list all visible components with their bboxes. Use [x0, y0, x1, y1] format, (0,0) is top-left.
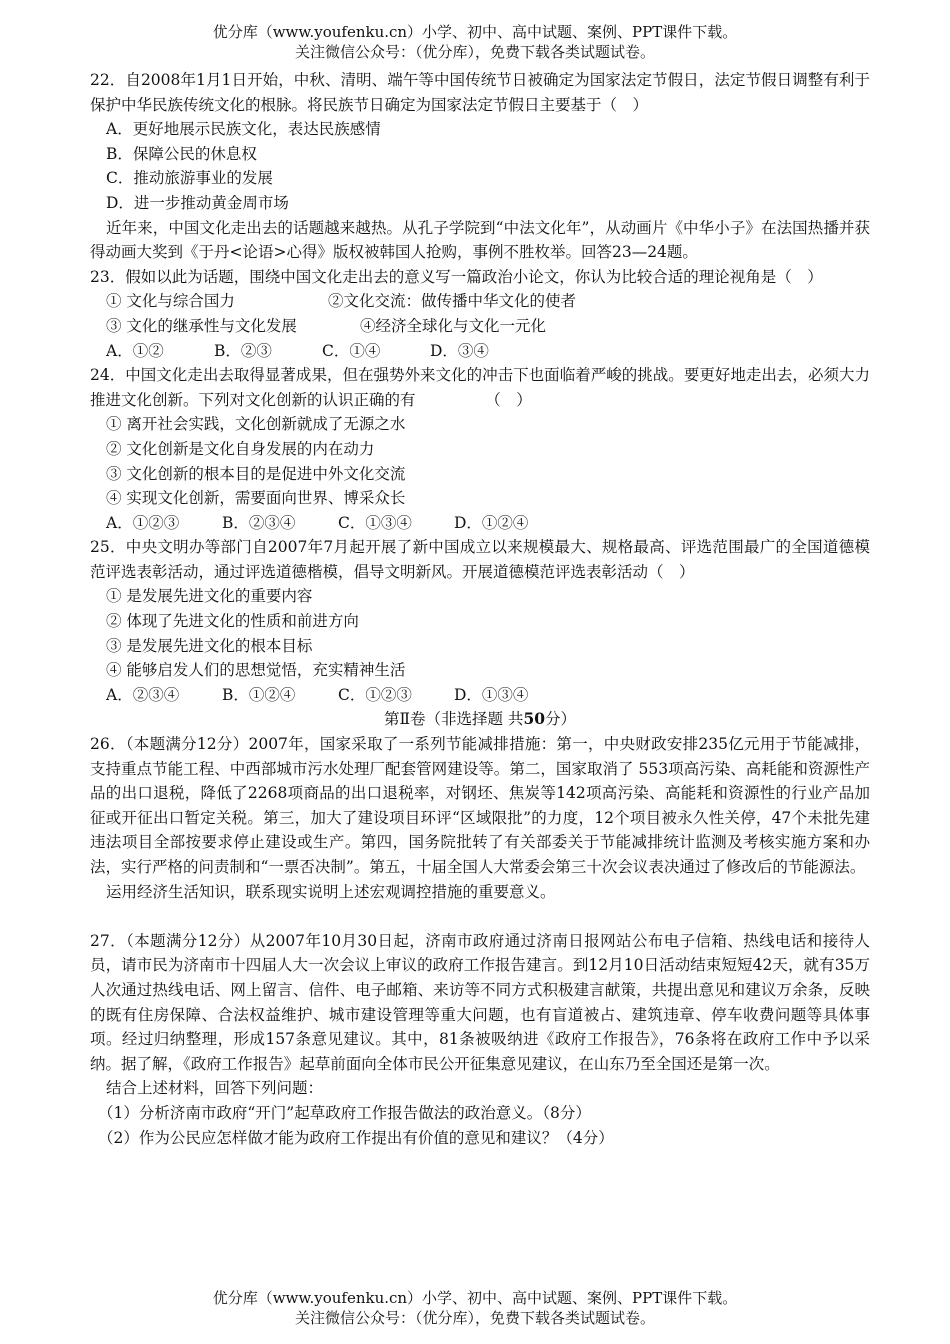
q23-answer-b: B．②③ — [214, 341, 272, 360]
q22-option-c: C．推动旅游事业的发展 — [106, 169, 273, 188]
answer-space — [90, 904, 870, 929]
q22-option-a: A．更好地展示民族文化，表达民族感情 — [106, 120, 381, 139]
q24-answers — [90, 511, 870, 536]
footer-line-1: 优分库（www.youfenku.cn）小学、初中、高中试题、案例、PPT课件下载。 — [212, 1289, 738, 1307]
section-2-title-post: 分） — [545, 710, 577, 729]
q26-stem: 26．（本题满分12分）2007年，国家采取了一系列节能减排措施：第一，中央财政安排235亿元用于节能减排，支持重点节能工程、中西部城市污水处理厂配套管网建设等。第二，国家取消了 553项高污染、高耗能和资源性产品的出口退税，降低了2268项商品的出口退税率，对钢坯、焦炭等142项高污染、高能耗和资源性的行业产品加征或开征出口暂定关税。第三，加大了建设项目环评“区域限批”的力度，12个项目被永久性关停，47个未批先建违法项目全部按要求停止建设或生产。第四，国务院批转了有关部委关于节能减排统计监测及考核实施方案和办法，实行严格的问责制和“一票否决制”。第五，十届全国人大常委会第三十次会议表决通过了修改后的节能源法。 — [90, 735, 870, 876]
q24-item-3: ③ 文化创新的根本目的是促进中外文化交流 — [106, 464, 406, 483]
q25-item-1: ① 是发展先进文化的重要内容 — [106, 587, 313, 606]
q23-answers — [90, 339, 870, 364]
header-line-1: 优分库（www.youfenku.cn）小学、初中、高中试题、案例、PPT课件下载。 — [212, 23, 738, 41]
q25-stem: 25．中央文明办等部门自2007年7月起开展了新中国成立以来规模最大、规格最高、评选范围最广的全国道德模范评选表彰活动，通过评选道德楷模，倡导文明新风。开展道德模范评选表彰活动（ ） — [90, 538, 870, 581]
q27-lead: 结合上述材料，回答下列问题： — [106, 1079, 324, 1098]
q25-answer-d: D．①③④ — [454, 685, 529, 704]
q24-answer-a: A．①②③ — [106, 513, 180, 532]
q23-items-row-2 — [90, 314, 870, 339]
q24-item-1: ① 离开社会实践，文化创新就成了无源之水 — [106, 415, 406, 434]
q23-item-4: ④经济全球化与文化一元化 — [360, 316, 547, 335]
page-footer — [0, 1288, 950, 1328]
q25-answer-c: C．①②③ — [338, 685, 412, 704]
q25-item-2: ② 体现了先进文化的性质和前进方向 — [106, 612, 359, 631]
exam-content — [90, 68, 870, 1150]
q24-item-2: ② 文化创新是文化自身发展的内在动力 — [106, 439, 375, 458]
q27-sub-1: （1）分析济南市政府“开门”起草政府工作报告做法的政治意义。（8分） — [98, 1103, 591, 1122]
q24-stem: 24．中国文化走出去取得显著成果，但在强势外来文化的冲击下也面临着严峻的挑战。要更好地走出去，必须大力推进文化创新。下列对文化创新的认识正确的有 （ ） — [90, 366, 870, 409]
q23-answer-d: D．③④ — [430, 341, 489, 360]
q25-answers — [90, 683, 870, 708]
q24-item-4: ④ 实现文化创新，需要面向世界、博采众长 — [106, 489, 406, 508]
intro-23-24: 近年来，中国文化走出去的话题越来越热。从孔子学院到“中法文化年”，从动画片《中华小子》在法国热播并获得动画大奖到《于丹<论语>心得》版权被韩国人抢购，事例不胜枚举。回答23—24题。 — [90, 218, 870, 262]
q22-option-b: B．保障公民的休息权 — [106, 144, 257, 163]
header-line-2: 关注微信公众号：（优分库），免费下载各类试题试卷。 — [294, 43, 655, 61]
q26-question: 运用经济生活知识，联系现实说明上述宏观调控措施的重要意义。 — [106, 882, 556, 901]
q23-item-2: ②文化交流：做传播中华文化的使者 — [328, 292, 577, 311]
q23-items-row-1 — [90, 289, 870, 314]
q23-answer-a: A．①② — [106, 341, 164, 360]
q25-answer-b: B．①②④ — [222, 685, 296, 704]
q25-item-3: ③ 是发展先进文化的根本目标 — [106, 636, 313, 655]
q24-answer-b: B．②③④ — [222, 513, 296, 532]
section-2-title — [90, 707, 870, 732]
footer-line-2: 关注微信公众号：（优分库），免费下载各类试题试卷。 — [294, 1309, 655, 1327]
page-header — [0, 22, 950, 62]
q27-sub-2: （2）作为公民应怎样做才能为政府工作提出有价值的意见和建议？（4分） — [98, 1128, 614, 1147]
q23-stem: 23．假如以此为话题，围绕中国文化走出去的意义写一篇政治小论文，你认为比较合适的理论视角是（ ） — [90, 267, 823, 286]
section-2-title-score: 50 — [523, 709, 546, 729]
q24-answer-d: D．①②④ — [454, 513, 529, 532]
q23-item-1: ① 文化与综合国力 — [106, 292, 235, 311]
q24-answer-c: C．①③④ — [338, 513, 412, 532]
q25-answer-a: A．②③④ — [106, 685, 180, 704]
q22-stem: 22．自2008年1月1日开始，中秋、清明、端午等中国传统节日被确定为国家法定节假日，法定节假日调整有利于保护中华民族传统文化的根脉。将民族节日确定为国家法定节假日主要基于（ ） — [90, 71, 870, 114]
q25-item-4: ④ 能够启发人们的思想觉悟，充实精神生活 — [106, 661, 406, 680]
q23-item-3: ③ 文化的继承性与文化发展 — [106, 316, 297, 335]
q23-answer-c: C．①④ — [322, 341, 381, 360]
q22-option-d: D．进一步推动黄金周市场 — [106, 193, 289, 212]
q27-stem: 27．（本题满分12分）从2007年10月30日起，济南市政府通过济南日报网站公布电子信箱、热线电话和接待人员，请市民为济南市十四届人大一次会议上审议的政府工作报告建言。到12月10日活动结束短短42天，就有35万人次通过热线电话、网上留言、信件、电子邮箱、来访等不同方式积极建言献策，共提出意见和建议万余条，反映的既有住房保障、合法权益维护、城市建设管理等重大问题，也有盲道被占、建筑违章、停车收费问题等具体事项。经过归纳整理，形成157条意见建议。其中，81条被吸纳进《政府工作报告》，76条将在政府工作中予以采纳。据了解，《政府工作报告》起草前面向全体市民公开征集意见建议，在山东乃至全国还是第一次。 — [90, 931, 870, 1073]
section-2-title-pre: 第Ⅱ卷（非选择题 共 — [383, 710, 524, 729]
